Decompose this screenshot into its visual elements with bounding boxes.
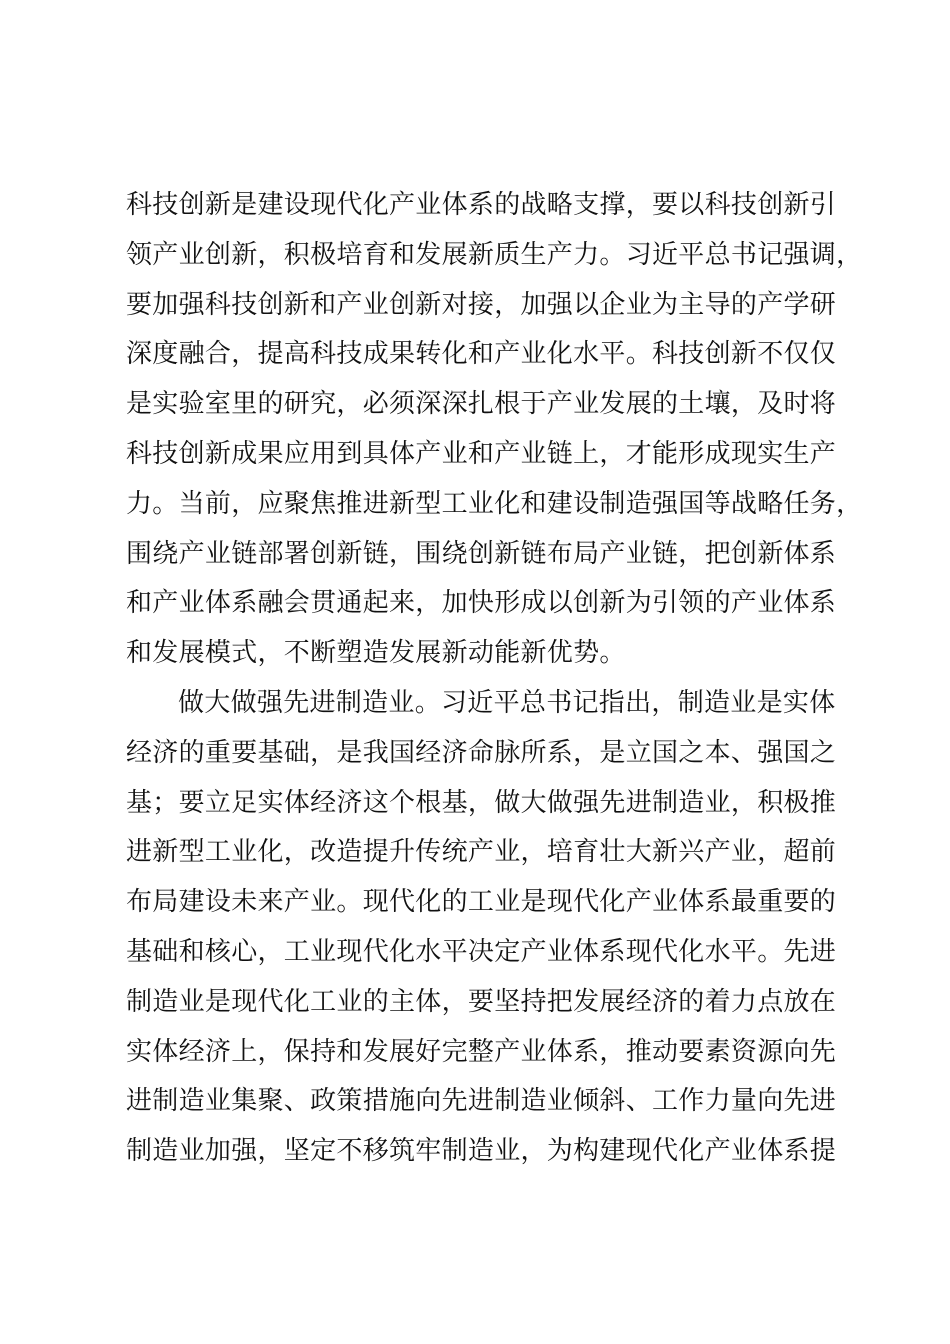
text-line: 要加强科技创新和产业创新对接，加强以企业为主导的产学研 [126,289,837,320]
text-line: 围绕产业链部署创新链，围绕创新链布局产业链，把创新体系 [126,538,837,569]
text-line: 进制造业集聚、政策措施向先进制造业倾斜、工作力量向先进 [126,1086,837,1117]
text-line: 深度融合，提高科技成果转化和产业化水平。科技创新不仅仅 [126,339,837,370]
text-line: 和发展模式，不断塑造发展新动能新优势。 [126,638,626,669]
text-line: 经济的重要基础，是我国经济命脉所系，是立国之本、强国之 [126,737,837,768]
text-line-first-indented: 做大做强先进制造业。习近平总书记指出，制造业是实体 [178,687,836,718]
text-line: 和产业体系融会贯通起来，加快形成以创新为引领的产业体系 [126,588,837,619]
text-line: 领产业创新，积极培育和发展新质生产力。习近平总书记强调， [126,239,863,270]
text-line: 科技创新成果应用到具体产业和产业链上，才能形成现实生产 [126,438,837,469]
text-line: 科技创新是建设现代化产业体系的战略支撑，要以科技创新引 [126,190,837,220]
text-line: 力。当前，应聚焦推进新型工业化和建设制造强国等战略任务， [126,488,863,519]
paragraph-advanced-manufacturing [126,679,866,1177]
paragraph-tech-innovation [126,181,866,679]
text-line: 是实验室里的研究，必须深深扎根于产业发展的土壤，及时将 [126,389,837,420]
text-line: 进新型工业化，改造提升传统产业，培育壮大新兴产业，超前 [126,837,837,868]
text-line: 布局建设未来产业。现代化的工业是现代化产业体系最重要的 [126,887,837,918]
text-line: 实体经济上，保持和发展好完整产业体系，推动要素资源向先 [126,1036,837,1067]
body-text [126,181,866,1177]
text-line: 基础和核心，工业现代化水平决定产业体系现代化水平。先进 [126,936,837,967]
text-line: 制造业是现代化工业的主体，要坚持把发展经济的着力点放在 [126,986,837,1017]
text-line: 基；要立足实体经济这个根基，做大做强先进制造业，积极推 [126,787,837,818]
text-line: 制造业加强，坚定不移筑牢制造业，为构建现代化产业体系提 [126,1136,837,1167]
